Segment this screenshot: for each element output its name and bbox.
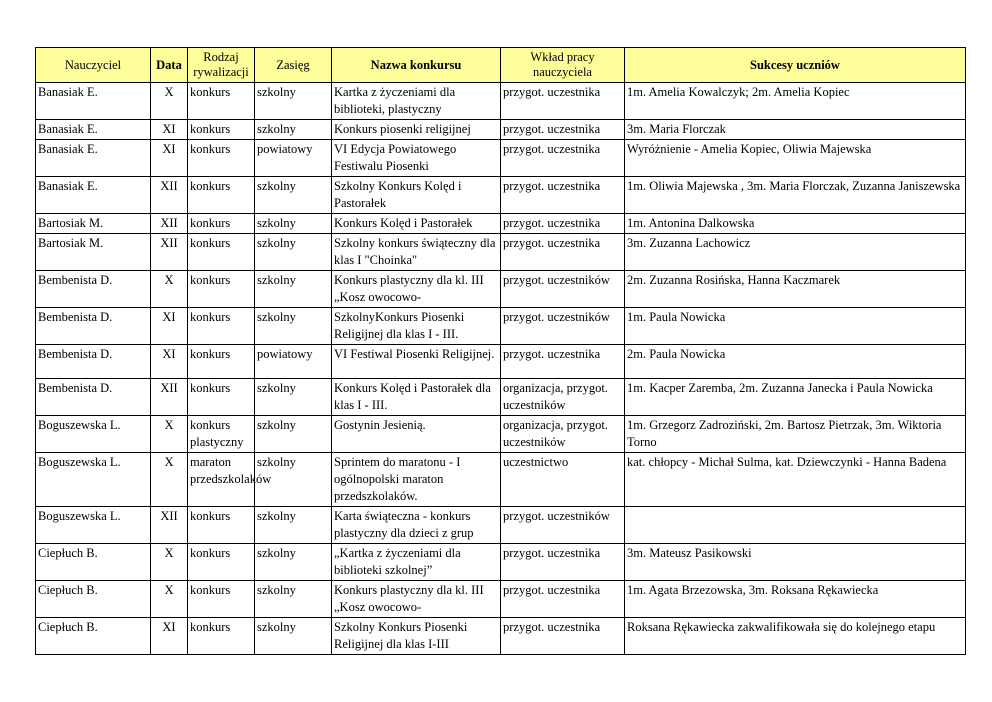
cell-success bbox=[625, 507, 966, 544]
cell-date: X bbox=[151, 581, 188, 618]
cell-type: konkurs bbox=[188, 214, 255, 234]
cell-contribution: przygot. uczestników bbox=[501, 507, 625, 544]
table-row bbox=[36, 507, 966, 544]
cell-contest: Konkurs plastyczny dla kl. III „Kosz owocowo- bbox=[332, 271, 501, 308]
cell-success: 1m. Agata Brzezowska, 3m. Roksana Rękawiecka bbox=[625, 581, 966, 618]
cell-scope: powiatowy bbox=[255, 140, 332, 177]
cell-type: konkurs bbox=[188, 234, 255, 271]
cell-contest: Karta świąteczna - konkurs plastyczny dla dzieci z grup bbox=[332, 507, 501, 544]
cell-scope: szkolny bbox=[255, 453, 332, 507]
cell-contribution: przygot. uczestnika bbox=[501, 581, 625, 618]
table-row bbox=[36, 308, 966, 345]
cell-scope: szkolny bbox=[255, 308, 332, 345]
cell-teacher: Boguszewska L. bbox=[36, 416, 151, 453]
table-row bbox=[36, 544, 966, 581]
cell-teacher: Boguszewska L. bbox=[36, 507, 151, 544]
cell-success: kat. chłopcy - Michał Sulma, kat. Dziewczynki - Hanna Badena bbox=[625, 453, 966, 507]
cell-date: XII bbox=[151, 177, 188, 214]
cell-scope: szkolny bbox=[255, 177, 332, 214]
cell-contribution: przygot. uczestnika bbox=[501, 544, 625, 581]
table-row bbox=[36, 234, 966, 271]
cell-scope: szkolny bbox=[255, 234, 332, 271]
header-success: Sukcesy uczniów bbox=[625, 48, 966, 83]
cell-scope: szkolny bbox=[255, 581, 332, 618]
cell-type: konkurs bbox=[188, 581, 255, 618]
cell-contribution: przygot. uczestnika bbox=[501, 177, 625, 214]
cell-type: konkurs bbox=[188, 544, 255, 581]
header-type: Rodzaj rywalizacji bbox=[188, 48, 255, 83]
cell-success: 1m. Oliwia Majewska , 3m. Maria Florczak, Zuzanna Janiszewska bbox=[625, 177, 966, 214]
table-row bbox=[36, 379, 966, 416]
cell-scope: szkolny bbox=[255, 214, 332, 234]
cell-type: konkurs bbox=[188, 308, 255, 345]
cell-contribution: przygot. uczestnika bbox=[501, 120, 625, 140]
cell-type: konkurs plastyczny bbox=[188, 416, 255, 453]
cell-teacher: Bembenista D. bbox=[36, 271, 151, 308]
cell-date: XI bbox=[151, 618, 188, 655]
table-row bbox=[36, 140, 966, 177]
table-body bbox=[36, 83, 966, 655]
cell-contribution: przygot. uczestnika bbox=[501, 345, 625, 379]
cell-date: XI bbox=[151, 345, 188, 379]
cell-contribution: przygot. uczestnika bbox=[501, 140, 625, 177]
cell-date: XII bbox=[151, 214, 188, 234]
cell-date: X bbox=[151, 544, 188, 581]
cell-scope: szkolny bbox=[255, 416, 332, 453]
cell-contribution: organizacja, przygot. uczestników bbox=[501, 416, 625, 453]
cell-success: Wyróżnienie - Amelia Kopiec, Oliwia Majewska bbox=[625, 140, 966, 177]
cell-contest: Konkurs Kolęd i Pastorałek bbox=[332, 214, 501, 234]
cell-date: XII bbox=[151, 379, 188, 416]
cell-type: konkurs bbox=[188, 379, 255, 416]
cell-date: X bbox=[151, 416, 188, 453]
cell-success: 1m. Grzegorz Zadroziński, 2m. Bartosz Pietrzak, 3m. Wiktoria Torno bbox=[625, 416, 966, 453]
cell-date: X bbox=[151, 83, 188, 120]
cell-date: XI bbox=[151, 140, 188, 177]
cell-teacher: Bembenista D. bbox=[36, 379, 151, 416]
cell-teacher: Ciepłuch B. bbox=[36, 581, 151, 618]
cell-teacher: Banasiak E. bbox=[36, 177, 151, 214]
cell-contest: „Kartka z życzeniami dla biblioteki szkolnej” bbox=[332, 544, 501, 581]
cell-date: XII bbox=[151, 507, 188, 544]
cell-scope: szkolny bbox=[255, 507, 332, 544]
cell-type: konkurs bbox=[188, 120, 255, 140]
cell-teacher: Ciepłuch B. bbox=[36, 544, 151, 581]
cell-success: Roksana Rękawiecka zakwalifikowała się do kolejnego etapu bbox=[625, 618, 966, 655]
cell-teacher: Banasiak E. bbox=[36, 120, 151, 140]
cell-contest: Kartka z życzeniami dla biblioteki, plastyczny bbox=[332, 83, 501, 120]
cell-contest: Szkolny konkurs świąteczny dla klas I "Choinka" bbox=[332, 234, 501, 271]
cell-type: konkurs bbox=[188, 345, 255, 379]
cell-scope: szkolny bbox=[255, 120, 332, 140]
table-row bbox=[36, 271, 966, 308]
cell-contest: Konkurs Kolęd i Pastorałek dla klas I - III. bbox=[332, 379, 501, 416]
cell-teacher: Bembenista D. bbox=[36, 308, 151, 345]
cell-teacher: Bartosiak M. bbox=[36, 214, 151, 234]
cell-contest: SzkolnyKonkurs Piosenki Religijnej dla klas I - III. bbox=[332, 308, 501, 345]
cell-success: 1m. Kacper Zaremba, 2m. Zuzanna Janecka i Paula Nowicka bbox=[625, 379, 966, 416]
cell-teacher: Bembenista D. bbox=[36, 345, 151, 379]
cell-contribution: przygot. uczestnika bbox=[501, 214, 625, 234]
table-row bbox=[36, 453, 966, 507]
cell-success: 3m. Maria Florczak bbox=[625, 120, 966, 140]
cell-contribution: przygot. uczestnika bbox=[501, 618, 625, 655]
contest-table bbox=[35, 47, 966, 655]
cell-contest: Konkurs plastyczny dla kl. III „Kosz owocowo- bbox=[332, 581, 501, 618]
cell-date: X bbox=[151, 271, 188, 308]
cell-type: konkurs bbox=[188, 83, 255, 120]
cell-contest: Szkolny Konkurs Piosenki Religijnej dla klas I-III bbox=[332, 618, 501, 655]
table-row bbox=[36, 214, 966, 234]
cell-teacher: Boguszewska L. bbox=[36, 453, 151, 507]
cell-contribution: przygot. uczestników bbox=[501, 271, 625, 308]
cell-type: konkurs bbox=[188, 507, 255, 544]
header-contribution: Wkład pracy nauczyciela bbox=[501, 48, 625, 83]
cell-date: XI bbox=[151, 308, 188, 345]
table-row bbox=[36, 416, 966, 453]
table-row bbox=[36, 345, 966, 379]
table-row bbox=[36, 120, 966, 140]
cell-success: 1m. Paula Nowicka bbox=[625, 308, 966, 345]
cell-contribution: przygot. uczestników bbox=[501, 308, 625, 345]
cell-scope: szkolny bbox=[255, 618, 332, 655]
cell-contest: VI Edycja Powiatowego Festiwalu Piosenki bbox=[332, 140, 501, 177]
cell-contribution: uczestnictwo bbox=[501, 453, 625, 507]
header-teacher: Nauczyciel bbox=[36, 48, 151, 83]
cell-type: konkurs bbox=[188, 140, 255, 177]
cell-scope: szkolny bbox=[255, 544, 332, 581]
cell-teacher: Banasiak E. bbox=[36, 140, 151, 177]
cell-type: konkurs bbox=[188, 618, 255, 655]
header-scope: Zasięg bbox=[255, 48, 332, 83]
table-row bbox=[36, 581, 966, 618]
cell-date: XII bbox=[151, 234, 188, 271]
cell-type: maraton przedszkolaków bbox=[188, 453, 255, 507]
cell-contest: Szkolny Konkurs Kolęd i Pastorałek bbox=[332, 177, 501, 214]
table-row bbox=[36, 618, 966, 655]
cell-success: 1m. Amelia Kowalczyk; 2m. Amelia Kopiec bbox=[625, 83, 966, 120]
cell-success: 2m. Paula Nowicka bbox=[625, 345, 966, 379]
table-row bbox=[36, 83, 966, 120]
cell-success: 3m. Zuzanna Lachowicz bbox=[625, 234, 966, 271]
cell-contribution: organizacja, przygot. uczestników bbox=[501, 379, 625, 416]
cell-contribution: przygot. uczestnika bbox=[501, 83, 625, 120]
header-date: Data bbox=[151, 48, 188, 83]
cell-date: XI bbox=[151, 120, 188, 140]
table-row bbox=[36, 177, 966, 214]
cell-contest: Konkurs piosenki religijnej bbox=[332, 120, 501, 140]
header-contest: Nazwa konkursu bbox=[332, 48, 501, 83]
cell-type: konkurs bbox=[188, 271, 255, 308]
cell-success: 1m. Antonina Dalkowska bbox=[625, 214, 966, 234]
cell-contribution: przygot. uczestnika bbox=[501, 234, 625, 271]
cell-scope: szkolny bbox=[255, 271, 332, 308]
header-row bbox=[36, 48, 966, 83]
cell-teacher: Bartosiak M. bbox=[36, 234, 151, 271]
cell-scope: szkolny bbox=[255, 83, 332, 120]
cell-scope: szkolny bbox=[255, 379, 332, 416]
cell-scope: powiatowy bbox=[255, 345, 332, 379]
cell-contest: Gostynin Jesienią. bbox=[332, 416, 501, 453]
cell-type: konkurs bbox=[188, 177, 255, 214]
cell-success: 3m. Mateusz Pasikowski bbox=[625, 544, 966, 581]
cell-success: 2m. Zuzanna Rosińska, Hanna Kaczmarek bbox=[625, 271, 966, 308]
cell-teacher: Ciepłuch B. bbox=[36, 618, 151, 655]
cell-contest: VI Festiwal Piosenki Religijnej. bbox=[332, 345, 501, 379]
cell-teacher: Banasiak E. bbox=[36, 83, 151, 120]
cell-contest: Sprintem do maratonu - I ogólnopolski maraton przedszkolaków. bbox=[332, 453, 501, 507]
cell-date: X bbox=[151, 453, 188, 507]
